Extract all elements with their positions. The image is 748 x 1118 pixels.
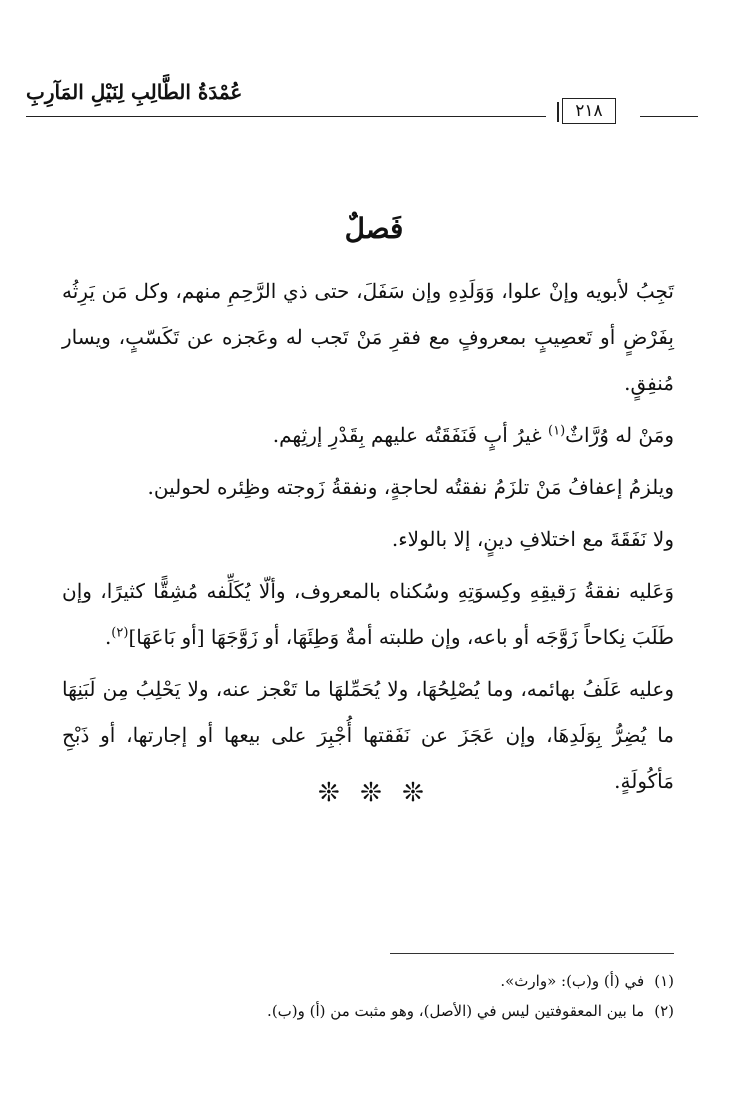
header-rule-left bbox=[26, 116, 546, 117]
paragraph-text: غيرُ أبٍ فَنَفَقَتُه عليهم بِقَدْرِ إرثِهم. bbox=[272, 423, 549, 447]
paragraph: ولا نَفَقَةَ مع اختلافِ دينٍ، إلا بالولاء. bbox=[391, 527, 674, 551]
paragraph: ويلزمُ إعفافُ مَنْ تلزَمُ نفقتُه لحاجةٍ، ونفقةُ زَوجته وظِئره لحولين. bbox=[147, 475, 674, 499]
book-title: عُمْدَةُ الطَّالِبِ لِنَيْلِ المَآرِبِ bbox=[26, 80, 243, 104]
running-header bbox=[26, 70, 698, 126]
footnote-divider bbox=[390, 953, 674, 954]
footnote bbox=[62, 996, 674, 1026]
section-title: فَصلٌ bbox=[344, 212, 404, 245]
footnote-reference[interactable]: (٢) bbox=[111, 625, 129, 641]
section-separator: ❊ ❊ ❊ bbox=[318, 778, 430, 808]
paragraph-text: . bbox=[104, 625, 112, 649]
paragraph-text: ومَنْ له وُرَّاثٌ bbox=[565, 423, 674, 447]
footnote-number: (١) bbox=[654, 972, 674, 990]
main-text bbox=[62, 268, 674, 810]
page-number: ٢١٨ bbox=[562, 98, 616, 124]
header-rule-right bbox=[640, 116, 698, 117]
paragraph: تَجِبُ لأبويه وإنْ علوا، وَوَلَدِهِ وإن سَفَلَ، حتى ذي الرَّحِمِ منهم، وكل مَن يَرِثُه بِفَرْضٍ أو تَعصِيبٍ بمعروفٍ مع فقرِ مَنْ تَجب له وعَجزه عن تَكَسّبٍ، ويسار مُنفِقٍ. bbox=[62, 279, 674, 395]
paragraph bbox=[62, 412, 674, 458]
footnote-reference[interactable]: (١) bbox=[548, 423, 566, 439]
footnote bbox=[62, 966, 674, 996]
paragraph: وعليه عَلَفُ بهائمه، وما يُصْلِحُهَا، ولا يُحَمِّلهَا ما تَعْجز عنه، ولا يَحْلِبُ مِن لَبَنِهَا ما يُضِرُّ بِوَلَدِهَا، وإن عَجَزَ عن نَفَقتها أُجْبِرَ على بيعها أو إجارتها، أو ذَبْحِ مَأكُولَةٍ. bbox=[62, 677, 674, 793]
paragraph bbox=[62, 568, 674, 660]
footnote-number: (٢) bbox=[654, 1002, 674, 1020]
paragraph-text: وَعَليه نفقةُ رَقيقِهِ وكِسوَتِهِ وسُكناه بالمعروف، وألّا يُكَلِّفه مُشِقًّا كثيرًا، وإن طَلَبَ نِكاحاً زَوَّجَه أو باعه، وإن طلبته أمةٌ وَطِئَهَا، أو زَوَّجَهَا [أو بَاعَهَا] bbox=[62, 579, 675, 649]
footnotes bbox=[62, 966, 674, 1026]
footnote-text: في (أ) و(ب): «وارث». bbox=[500, 972, 645, 990]
footnote-text: ما بين المعقوفتين ليس في (الأصل)، وهو مثبت من (أ) و(ب). bbox=[267, 1002, 645, 1020]
